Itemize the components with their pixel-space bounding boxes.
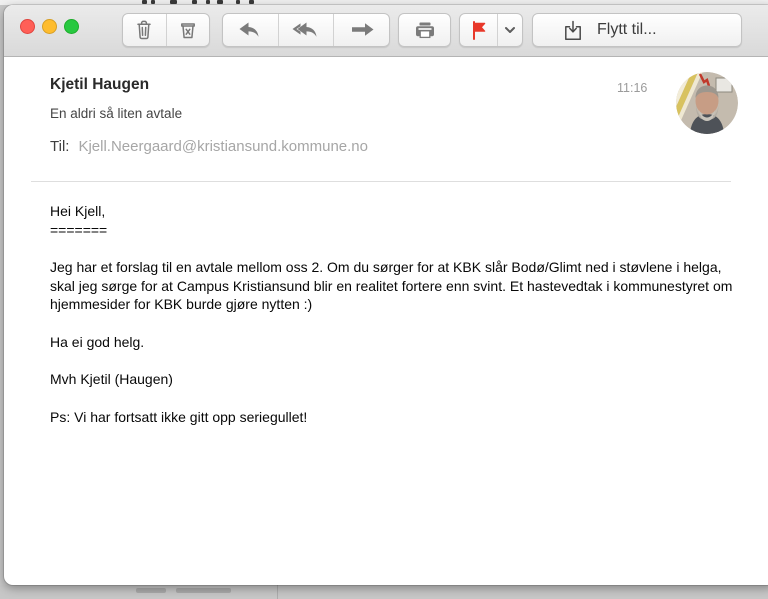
background-window-artifact bbox=[206, 0, 210, 4]
move-to-folder-icon bbox=[561, 18, 585, 42]
close-window-button[interactable] bbox=[20, 19, 35, 34]
move-to-button-label: Flytt til... bbox=[597, 21, 657, 38]
body-greeting: Hei Kjell, bbox=[50, 203, 106, 219]
delete-button[interactable] bbox=[123, 14, 167, 46]
flag-icon bbox=[466, 18, 490, 42]
forward-button[interactable] bbox=[334, 14, 389, 46]
print-button-group bbox=[398, 13, 451, 47]
reply-all-icon bbox=[291, 18, 321, 42]
to-label: Til: bbox=[50, 138, 70, 155]
reply-icon bbox=[236, 18, 264, 42]
background-window-artifact bbox=[176, 588, 231, 593]
to-address[interactable]: Kjell.Neergaard@kristiansund.kommune.no bbox=[78, 138, 368, 155]
body-signature: Mvh Kjetil (Haugen) bbox=[50, 371, 173, 387]
flag-button[interactable] bbox=[460, 14, 498, 46]
message-time: 11:16 bbox=[617, 81, 648, 95]
junk-button[interactable] bbox=[167, 14, 210, 46]
message-body bbox=[50, 202, 742, 445]
mail-toolbar bbox=[4, 5, 768, 57]
body-greeting-underline: ======= bbox=[50, 221, 108, 238]
background-window-artifact bbox=[136, 588, 166, 593]
move-to-button[interactable] bbox=[547, 14, 741, 46]
reply-button[interactable] bbox=[223, 14, 279, 46]
sender-name[interactable]: Kjetil Haugen bbox=[50, 76, 150, 93]
trash-icon bbox=[132, 18, 156, 42]
background-window-artifact bbox=[249, 0, 254, 4]
flag-options-button[interactable] bbox=[498, 14, 522, 46]
body-wish: Ha ei god helg. bbox=[50, 333, 145, 350]
zoom-window-button[interactable] bbox=[64, 19, 79, 34]
background-window-bottom-strip bbox=[0, 585, 768, 599]
background-window-artifact bbox=[192, 0, 197, 4]
background-window-artifact bbox=[151, 0, 155, 4]
print-button[interactable] bbox=[399, 14, 450, 46]
reply-forward-button-group bbox=[222, 13, 390, 47]
background-window-artifact bbox=[170, 0, 177, 4]
header-divider bbox=[31, 181, 731, 182]
recipient-line bbox=[50, 138, 368, 155]
minimize-window-button[interactable] bbox=[42, 19, 57, 34]
background-window-artifact bbox=[142, 0, 147, 4]
background-window-artifact bbox=[217, 0, 223, 4]
reply-all-button[interactable] bbox=[279, 14, 335, 46]
forward-icon bbox=[348, 18, 376, 42]
body-paragraph: Jeg har et forslag til en avtale mellom oss 2. Om du sørger for at KBK slår Bodø/Glimt ned i støvlene i helga, skal jeg sørge for at Campus Kristiansund blir en realitet fortere enn svint. Et hastevedtak i kommunestyret om hjemmesider for KBK burde gjøre nytten :) bbox=[50, 259, 733, 312]
delete-junk-button-group bbox=[122, 13, 210, 47]
background-window-artifact bbox=[236, 0, 240, 4]
junk-box-icon bbox=[176, 18, 200, 42]
sender-avatar[interactable] bbox=[676, 72, 738, 134]
window-controls bbox=[20, 19, 79, 34]
background-window-divider bbox=[277, 585, 278, 599]
move-to-button-group bbox=[532, 13, 742, 47]
body-postscript: Ps: Vi har fortsatt ikke gitt opp seriegullet! bbox=[50, 408, 308, 425]
flag-button-group bbox=[459, 13, 523, 47]
message-subject: En aldri så liten avtale bbox=[50, 106, 183, 121]
mail-message-window bbox=[4, 5, 768, 585]
print-icon bbox=[412, 18, 438, 42]
chevron-down-icon bbox=[501, 21, 519, 39]
